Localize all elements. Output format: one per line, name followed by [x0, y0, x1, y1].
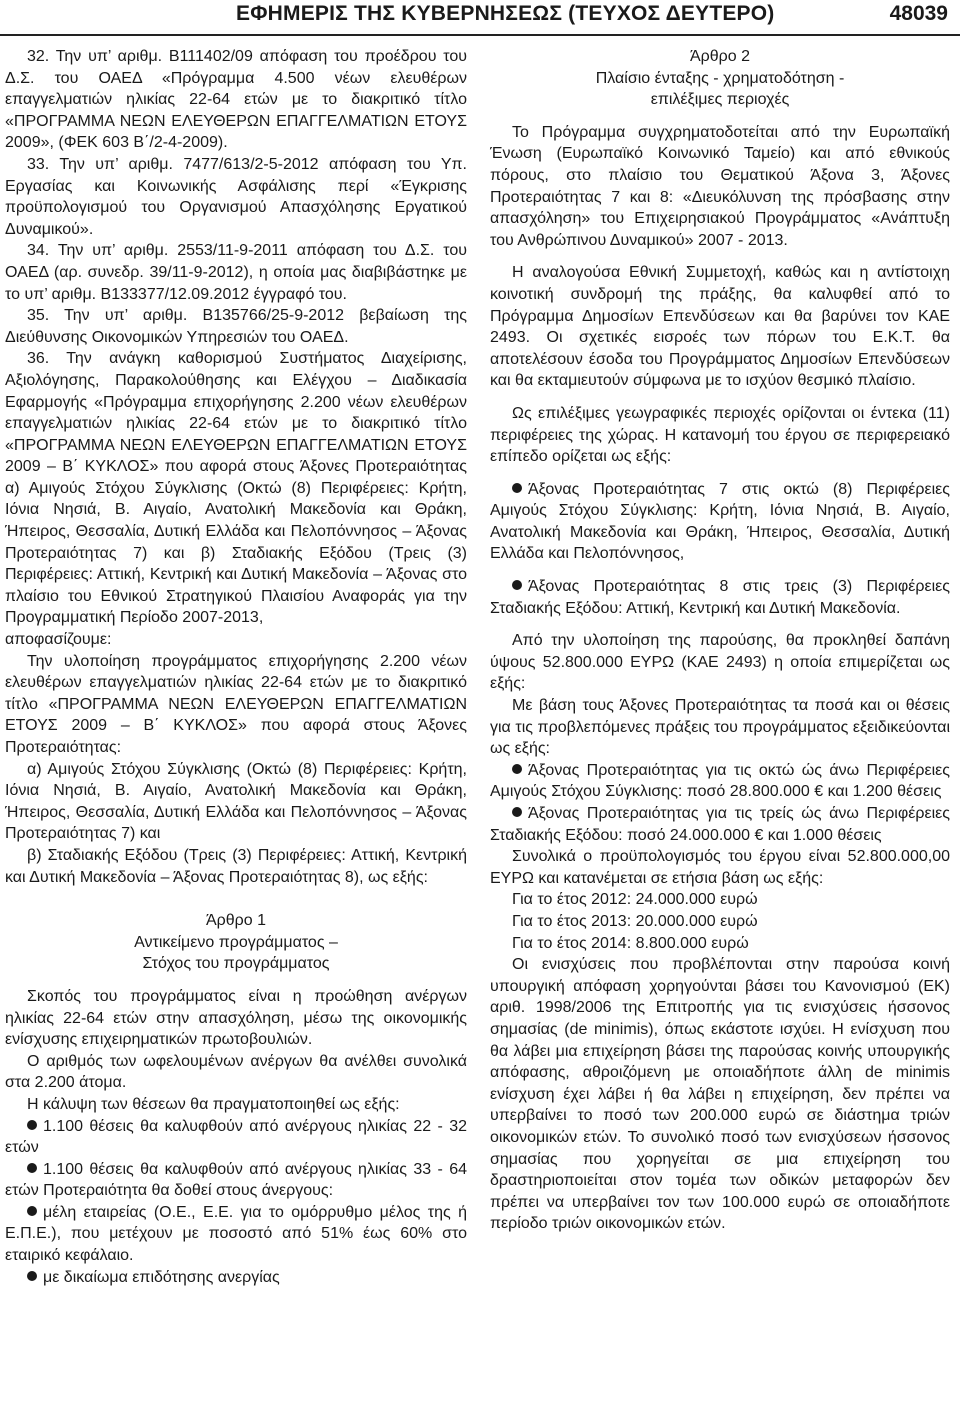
basis-paragraph: Με βάση τους Άξονες Προτεραιότητας τα ποσά και οι θέσεις για τις προβλεπόμενες πράξεις του προγράμματος εξειδικεύονται ως εξής: — [490, 697, 950, 758]
recital-32: 32. Την υπ’ αριθμ. Β111402/09 απόφαση του προέδρου του Δ.Σ. του ΟΑΕΔ «Πρόγραμμα 4.500 νέων ελευθέρων επαγγελματιών ηλικίας 22-64 ετών με το διακριτικό τίτλο «ΠΡΟΓΡΑΜΜΑ ΝΕΩΝ ΕΛΕΥΘΕΡΩΝ ΕΠΑΓΓΕΛΜΑΤΙΩΝ ΕΤΟΥΣ 2009», (ΦΕΚ 603 Β΄/2-4-2009). — [5, 48, 467, 152]
bullet-icon — [27, 1271, 37, 1281]
year-2012-amount: Για το έτος 2012: 24.000.000 ευρώ — [512, 891, 758, 909]
regions-paragraph: Ως επιλέξιμες γεωγραφικές περιοχές ορίζονται οι έντεκα (11) περιφέρειες της χώρας. Η κατανομή του έργου σε περιφερειακό επίπεδο ορίζεται ως εξής: — [490, 404, 950, 466]
list-item: Άξονας Προτεραιότητας για τις οκτώ ώς άνω Περιφέρειες Αμιγούς Στόχου Σύγκλισης: ποσό 28.800.000 € και 1.200 θέσεις — [490, 761, 950, 801]
gazette-title: ΕΦΗΜΕΡΙΣ ΤΗΣ ΚΥΒΕΡΝΗΣΕΩΣ (ΤΕΥΧΟΣ ΔΕΥΤΕΡΟ) — [236, 2, 775, 25]
de-minimis-paragraph: Οι ενισχύσεις που προβλέπονται στην παρούσα κοινή υπουργική απόφαση χορηγούνται βάσει του Κανονισμού (ΕΚ) αριθ. 1998/2006 της Επιτροπής για τις ενισχύσεις ήσσονος σημασίας (de minimis), όπως εκάστοτε ισχύει. Η ενίσχυση που θα λάβει μια επιχείρηση βάσει της παρούσας κοινής υπουργικής απόφασης, αθροιζόμενη με οποιαδήποτε άλλη de minimis ενίσχυση έχει λάβει ή θα λάβει η επιχείρηση, δεν πρέπει να υπερβαίνει το ποσό των 200.000 ευρώ σε διάστημα τριών οικονομικών ετών. Το συνολικό ποσό των ενισχύσεων ήσσονος σημασίας που χορηγείται σε μια επιχείρηση του δραστηριοποιείται στον τομέα των οδικών μεταφορών δεν πρέπει να υπερβαίνει τον των 100.000 ευρώ σε οποιαδήποτε περίοδο τριών οικονομικών ετών. — [490, 956, 950, 1233]
list-item: 1.100 θέσεις θα καλυφθούν από ανέργους ηλικίας 22 - 32 ετών — [5, 1117, 467, 1157]
axis-a-paragraph: α) Αμιγούς Στόχου Σύγκλισης (Οκτώ (8) Περιφέρειες: Κρήτη, Ιόνια Νησιά, Β. Αιγαίο, Ανατολική Μακεδονία και Θράκη, Ήπειρος, Θεσσαλία, Δυτική Ελλάδα και Πελοπόννησος – Άξονας Προτεραιότητας 7) και — [5, 760, 467, 843]
right-column — [490, 46, 950, 1235]
decision-phrase: αποφασίζουμε: — [5, 631, 112, 649]
bullet-icon — [512, 580, 522, 590]
article-2-subtitle-1: Πλαίσιο ένταξης - χρηματοδότηση - — [595, 69, 845, 87]
bullet-icon — [27, 1163, 37, 1173]
list-item: 1.100 θέσεις θα καλυφθούν από ανέργους ηλικίας 33 - 64 ετών Προτεραιότητα θα δοθεί στους άνεργους: — [5, 1160, 467, 1200]
list-item: με δικαίωμα επιδότησης ανεργίας — [5, 1267, 467, 1289]
left-column — [5, 46, 467, 1288]
page-number: 48039 — [889, 2, 948, 25]
list-item: Άξονας Προτεραιότητας 8 στις τρεις (3) Περιφέρειες Σταδιακής Εξόδου: Αττική, Κεντρική και Δυτική Μακεδονία. — [490, 578, 950, 617]
list-item: μέλη εταιρείας (Ο.Ε., Ε.Ε. για το ομόρρυθμο μέλος της ή Ε.Π.Ε.), που μετέχουν με ποσοστό από 51% έως 60% στο εταιρικό κεφάλαιο. — [5, 1203, 467, 1265]
bullet-icon — [512, 764, 522, 774]
article-1-subtitle-2: Στόχος του προγράμματος — [142, 955, 330, 973]
year-2014-amount: Για το έτος 2014: 8.800.000 ευρώ — [512, 934, 749, 952]
article-2-title: Άρθρο 2 — [689, 48, 751, 65]
year-2013-amount: Για το έτος 2013: 20.000.000 ευρώ — [512, 912, 758, 930]
coverage-paragraph: Η κάλυψη των θέσεων θα πραγματοποιηθεί ως εξής: — [27, 1095, 400, 1113]
beneficiaries-paragraph: Ο αριθμός των ωφελουμένων ανέργων θα ανέλθει συνολικά στα 2.200 άτομα. — [5, 1052, 467, 1092]
recital-34: 34. Την υπ’ αριθμ. 2553/11-9-2011 απόφαση του Δ.Σ. του ΟΑΕΔ (αρ. συνεδρ. 39/11-9-2012), η οποία μας διαβιβάστηκε με το υπ’ αριθμ. Β133377/12.09.2012 έγγραφό του. — [5, 242, 467, 303]
bullet-icon — [27, 1206, 37, 1216]
recital-36: 36. Την ανάγκη καθορισμού Συστήματος Διαχείρισης, Αξιολόγησης, Παρακολούθησης και Ελέγχου – Διαδικασία Εφαρμογής «Πρόγραμμα επιχορήγησης 2.200 νέων ελευθέρων επαγγελματιών ηλικίας 22-64 ετών με το διακριτικό τίτλο «ΠΡΟΓΡΑΜΜΑ ΝΕΩΝ ΕΛΕΥΘΕΡΩΝ ΕΠΑΓΓΕΛΜΑΤΙΩΝ ΕΤΟΥΣ 2009 – Β΄ ΚΥΚΛΟΣ» που αφορά στους Άξονες Προτεραιότητας α) Αμιγούς Στόχου Σύγκλισης (Οκτώ (8) Περιφέρειες: Κρήτη, Ιόνια Νησιά, Β. Αιγαίο, Ανατολική Μακεδονία και Θράκη, Ήπειρος, Θεσσαλία, Δυτική Ελλάδα και Πελοπόννησος – Άξονας Προτεραιότητας 7) και β) Σταδιακής Εξόδου (Τρεις (3) Περιφέρειες: Αττική, Κεντρική και Δυτική Μακεδονία – Άξονας στο πλαίσιο του Εθνικού Στρατηγικού Πλαισίου Αναφοράς για την Προγραμματική Περίοδο 2007-2013, — [5, 350, 467, 627]
funding-paragraph: Το Πρόγραμμα συγχρηματοδοτείται από την Ευρωπαϊκή Ένωση (Ευρωπαϊκό Κοινωνικό Ταμείο) και από εθνικούς πόρους, στο πλαίσιο του Θεματικού Άξονα 3, Άξονες Προτεραιότητας 7 και 8: «Διευκόλυνση της πρόσβασης στην απασχόληση» του Επιχειρησιακού Προγράμματος «Ανάπτυξη του Ανθρώπινου Δυναμικού» 2007 - 2013. — [490, 123, 950, 249]
recital-35: 35. Την υπ’ αριθμ. Β135766/25-9-2012 βεβαίωση της Διεύθυνσης Οικονομικών Υπηρεσιών του ΟΑΕΔ. — [5, 307, 467, 346]
aim-paragraph: Σκοπός του προγράμματος είναι η προώθηση ανέργων ηλικίας 22-64 ετών στην απασχόληση, μέσω της οικονομικής ενίσχυσης επιχειρηματικών πρωτοβουλιών. — [5, 987, 467, 1049]
bullet-icon — [512, 807, 522, 817]
cost-paragraph: Από την υλοποίηση της παρούσης, θα προκληθεί δαπάνη ύψους 52.800.000 ΕΥΡΩ (ΚΑΕ 2493) η οποία επιμερίζεται ως εξής: — [490, 632, 950, 693]
implementation-paragraph: Την υλοποίηση προγράμματος επιχορήγησης 2.200 νέων ελευθέρων επαγγελματιών ηλικίας 22-64 ετών με το διακριτικό τίτλο «ΠΡΟΓΡΑΜΜΑ ΝΕΩΝ ΕΛΕΥΘΕΡΩΝ ΕΠΑΓΓΕΛΜΑΤΙΩΝ ΕΤΟΥΣ 2009 – Β΄ ΚΥΚΛΟΣ» που αφορά στους Άξονες Προτεραιότητας: — [5, 652, 467, 756]
header-rule — [0, 34, 960, 36]
total-budget-paragraph: Συνολικά ο προϋπολογισμός του έργου είναι 52.800.000,00 ΕΥΡΩ και κατανέμεται σε ετήσια βάση ως εξής: — [490, 848, 950, 887]
article-2-subtitle-2: επιλέξιμες περιοχές — [650, 91, 790, 109]
article-1-subtitle-1: Αντικείμενο προγράμματος – — [134, 933, 338, 951]
bullet-icon — [512, 483, 522, 493]
article-1-title: Άρθρο 1 — [205, 912, 267, 930]
list-item: Άξονας Προτεραιότητας για τις τρείς ώς άνω Περιφέρειες Σταδιακής Εξόδου: ποσό 24.000.000 € και 1.000 θέσεις — [490, 805, 950, 844]
list-item: Άξονας Προτεραιότητας 7 στις οκτώ (8) Περιφέρειες Αμιγούς Στόχου Σύγκλισης: Κρήτη, Ιόνια Νησιά, Β. Αιγαίο, Ανατολική Μακεδονία και Θράκη, Ήπειρος, Θεσσαλία, Δυτική Ελλάδα και Πελοπόννησος, — [490, 480, 950, 563]
axis-b-paragraph: β) Σταδιακής Εξόδου (Τρεις (3) Περιφέρειες: Αττική, Κεντρική και Δυτική Μακεδονία – Άξονας Προτεραιότητας 8), ως εξής: — [5, 846, 467, 886]
national-participation-paragraph: Η αναλογούσα Εθνική Συμμετοχή, καθώς και η αντίστοιχη κοινοτική συνδρομή της πράξης, θα καλυφθεί από το Πρόγραμμα Δημοσίων Επενδύσεων και θα βαρύνει τον ΚΑΕ 2493. Οι σχετικές εισροές των πόρων του Ε.Κ.Τ. θα αποτελέσουν έσοδα του Προγράμματος Δημοσίων Επενδύσεων και θα εκταμιευτούν σύμφωνα με το ισχύον θεσμικό πλαίσιο. — [490, 264, 950, 390]
recital-33: 33. Την υπ’ αριθμ. 7477/613/2-5-2012 απόφαση του Υπ. Εργασίας και Κοινωνικής Ασφάλισης περί «Έγκρισης προϋπολογισμού του Οργανισμού Απασχόλησης Εργατικού Δυναμικού». — [5, 155, 467, 238]
page-header — [0, 0, 960, 36]
bullet-icon — [27, 1120, 37, 1130]
